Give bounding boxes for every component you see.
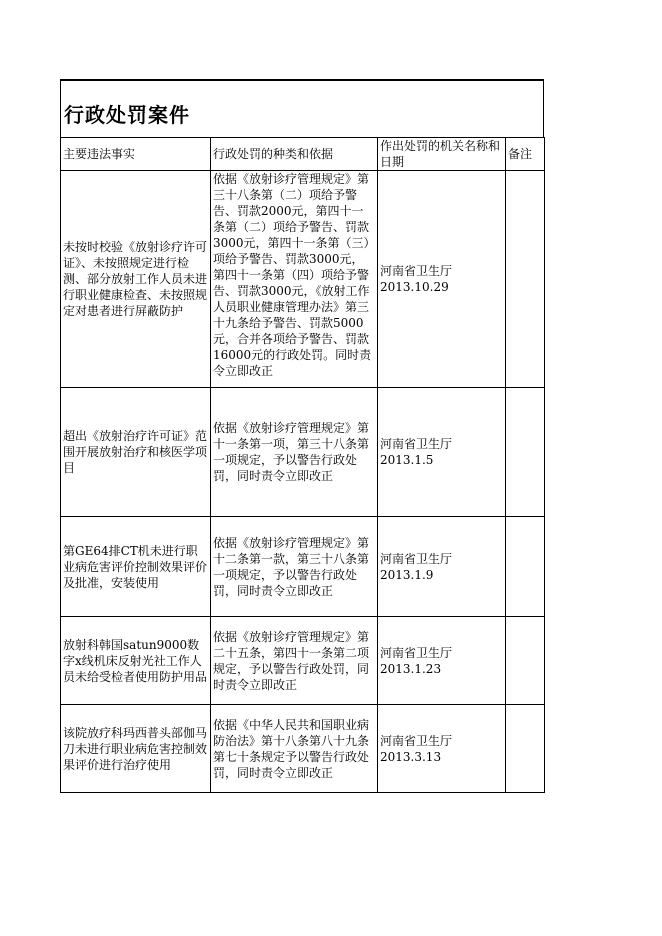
- header-basis: 行政处罚的种类和依据: [211, 138, 378, 171]
- authority-name: 河南省卫生厅: [380, 437, 453, 451]
- penalty-date: 2013.3.13: [380, 749, 442, 764]
- header-remark: 备注: [506, 138, 545, 171]
- violation-cell: 该院放疗科玛西普头部伽马刀未进行职业病危害控制效果评价进行治疗使用: [61, 705, 211, 793]
- spreadsheet: [60, 79, 544, 793]
- basis-cell: [211, 171, 378, 388]
- penalty-table: [60, 137, 545, 793]
- authority-cell: [378, 617, 506, 705]
- table-row: [61, 617, 545, 705]
- remark-cell: [506, 171, 545, 388]
- authority-name: 河南省卫生厅: [380, 645, 453, 660]
- remark-cell: [506, 388, 545, 517]
- violation-cell: 放射科韩国satun9000数字x线机床反射光社工作人员未给受检者使用防护用品: [61, 617, 211, 705]
- remark-cell: [506, 705, 545, 793]
- basis-cell: 依据《放射诊疗管理规定》第十一条第一项，第三十八条第一项规定，予以警告行政处罚，同时责令立即改正: [211, 388, 378, 517]
- header-violation: 主要违法事实: [61, 138, 211, 171]
- page-title: 行政处罚案件: [64, 103, 190, 127]
- authority-cell: [378, 517, 506, 617]
- penalty-date: 2013.1.23: [380, 661, 442, 676]
- remark-cell: [506, 617, 545, 705]
- penalty-date: 2013.1.5: [380, 453, 434, 467]
- table-row: [61, 388, 545, 517]
- authority-name: 河南省卫生厅: [380, 264, 453, 278]
- remark-cell: [506, 517, 545, 617]
- penalty-date: 2013.1.9: [380, 567, 434, 582]
- authority-name: 河南省卫生厅: [380, 733, 453, 748]
- authority-cell: [378, 705, 506, 793]
- table-row: [61, 705, 545, 793]
- violation-cell: 第GE64排CT机未进行职业病危害评价控制效果评价及批准，安装使用: [61, 517, 211, 617]
- table-row: [61, 171, 545, 388]
- title-row: [60, 79, 544, 137]
- violation-cell: 超出《放射治疗许可证》范围开展放射治疗和核医学项目: [61, 388, 211, 517]
- authority-cell: [378, 171, 506, 388]
- penalty-date: 2013.10.29: [380, 280, 449, 294]
- authority-name: 河南省卫生厅: [380, 551, 453, 566]
- basis-cell: 依据《中华人民共和国职业病防治法》第十八条第八十九条第七十条规定予以警告行政处罚，同时责令立即改正: [211, 705, 378, 793]
- table-row: [61, 517, 545, 617]
- basis-text: 依据《放射诊疗管理规定》第三十八条第（二）项给予警告、罚款2000元，第四十一条第（二）项给予警告、罚款3000元，第四十一条第（三）项给予警告、罚款3000元，第四十一条第（四）项给予警告、罚款3000元，《放射工作人员职业健康管理办法》第三十九条给予警告、罚款5000元，合并各项给予警告、罚款16000元的行政处罚。同时责令立即改正: [213, 172, 372, 378]
- basis-cell: 依据《放射诊疗管理规定》第十二条第一款，第三十八条第一项规定，予以警告行政处罚，同时责令立即改正: [211, 517, 378, 617]
- violation-cell: 未按时校验《放射诊疗许可证》、未按照规定进行检测、部分放射工作人员未进行职业健康检查、未按照规定对患者进行屏蔽防护: [61, 171, 211, 388]
- header-authority: 作出处罚的机关名称和日期: [378, 138, 506, 171]
- basis-cell: 依据《放射诊疗管理规定》第二十五条，第四十一条第二项规定，予以警告行政处罚，同时责令立即改正: [211, 617, 378, 705]
- authority-cell: [378, 388, 506, 517]
- header-row: [61, 138, 545, 171]
